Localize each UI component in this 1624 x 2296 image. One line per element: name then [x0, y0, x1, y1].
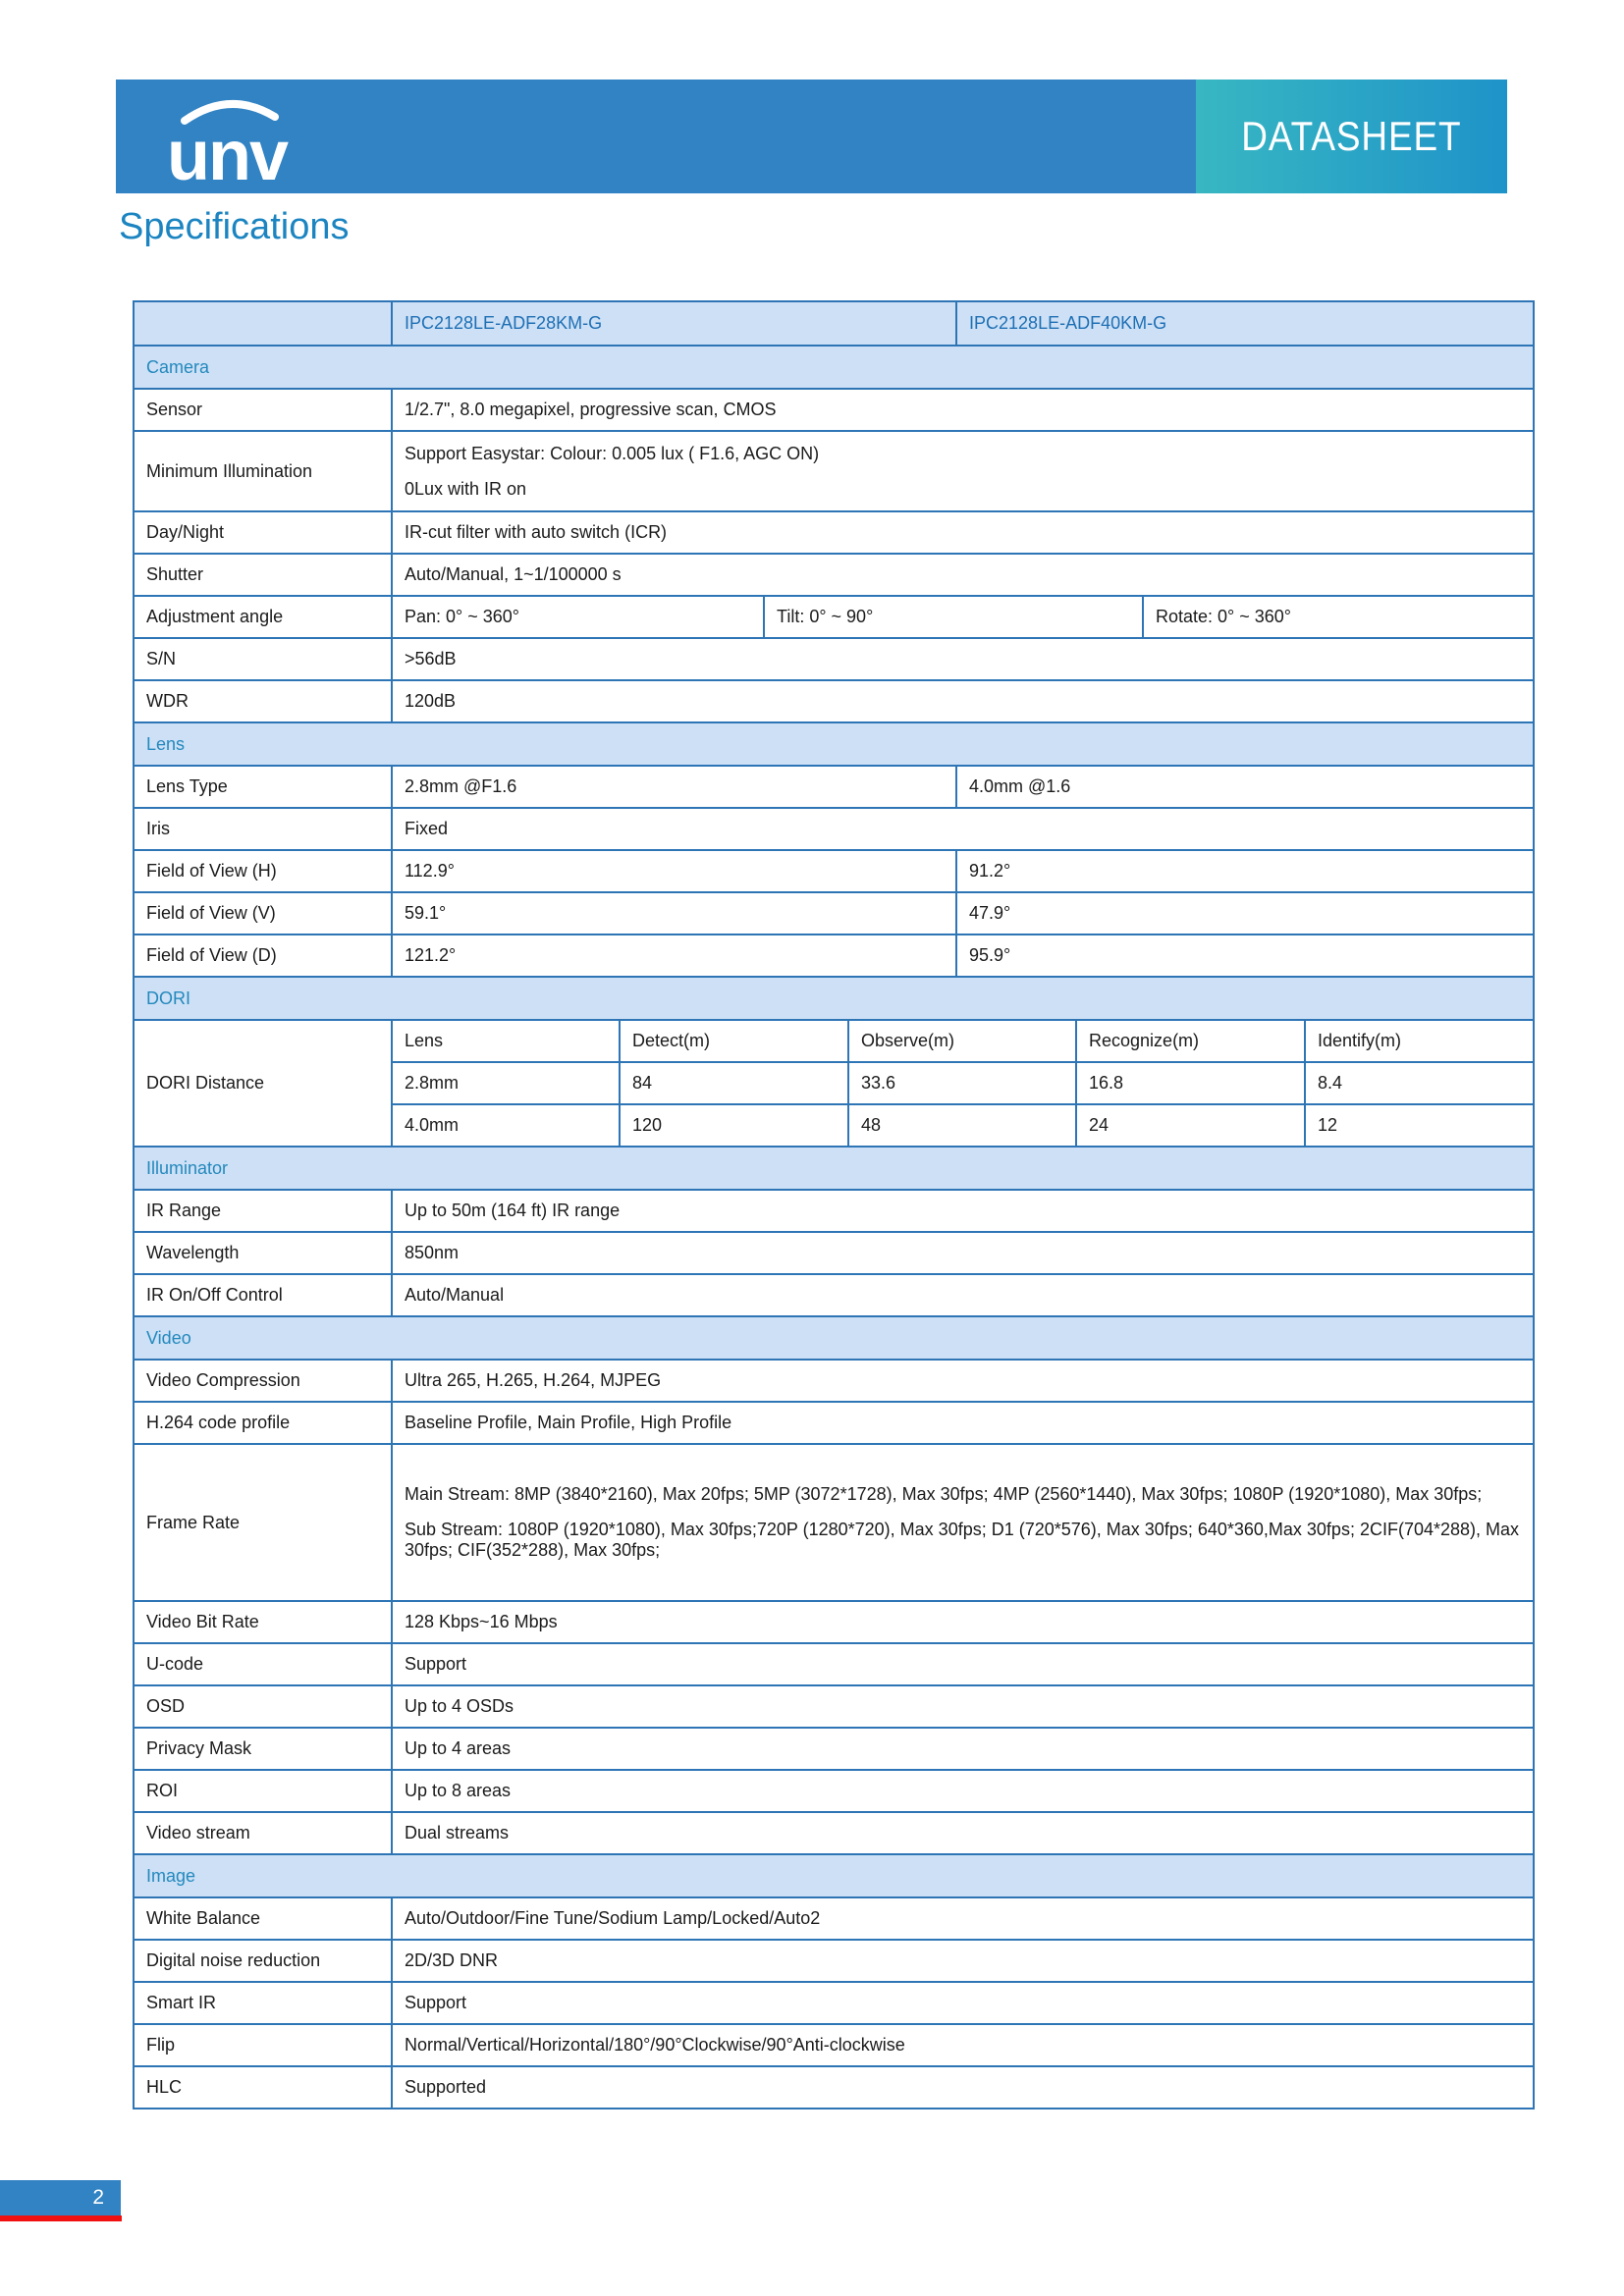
- spec-value: Auto/Manual: [392, 1274, 1534, 1316]
- unv-logo-text: unv: [167, 117, 288, 187]
- spec-value: Support: [392, 1982, 1534, 2024]
- spec-label: Video Compression: [134, 1360, 392, 1402]
- spec-value-model1: 59.1°: [392, 892, 956, 934]
- specifications-table: [133, 300, 1535, 2109]
- section-row-camera: [134, 346, 1534, 389]
- table-row-video-compression: [134, 1360, 1534, 1402]
- model-name-1: IPC2128LE-ADF28KM-G: [392, 301, 956, 346]
- dori-header-identify: Identify(m): [1305, 1020, 1534, 1062]
- spec-label: Lens Type: [134, 766, 392, 808]
- table-row-white-balance: [134, 1897, 1534, 1940]
- spec-label: Field of View (D): [134, 934, 392, 977]
- spec-label: U-code: [134, 1643, 392, 1685]
- section-row-video: [134, 1316, 1534, 1360]
- spec-value: Supported: [392, 2066, 1534, 2109]
- spec-label: ROI: [134, 1770, 392, 1812]
- spec-value: 1/2.7", 8.0 megapixel, progressive scan, CMOS: [392, 389, 1534, 431]
- frame-rate-main-stream: Main Stream: 8MP (3840*2160), Max 20fps; 5MP (3072*1728), Max 30fps; 4MP (2560*1440), Max 30fps; 1080P (1920*1080), Max 30fps;: [405, 1484, 1483, 1504]
- spec-value-model2: 95.9°: [956, 934, 1534, 977]
- section-row-dori: [134, 977, 1534, 1020]
- table-row-models: [134, 301, 1534, 346]
- datasheet-label: DATASHEET: [1241, 113, 1462, 159]
- spec-label: HLC: [134, 2066, 392, 2109]
- dori-detect: 120: [620, 1104, 848, 1147]
- dori-observe: 33.6: [848, 1062, 1076, 1104]
- min-illumination-line2: 0Lux with IR on: [405, 478, 527, 499]
- spec-value-pan: Pan: 0° ~ 360°: [392, 596, 764, 638]
- spec-value-model2: 4.0mm @1.6: [956, 766, 1534, 808]
- page-title: Specifications: [119, 206, 350, 247]
- spec-label: Field of View (H): [134, 850, 392, 892]
- table-row-dnr: [134, 1940, 1534, 1982]
- spec-value-model2: 47.9°: [956, 892, 1534, 934]
- spec-label: Field of View (V): [134, 892, 392, 934]
- section-title-illuminator: Illuminator: [134, 1147, 1534, 1190]
- table-row-video-stream: [134, 1812, 1534, 1854]
- spec-value: [392, 431, 1534, 511]
- table-row-ir-control: [134, 1274, 1534, 1316]
- table-row-privacy-mask: [134, 1728, 1534, 1770]
- section-title-lens: Lens: [134, 722, 1534, 766]
- dori-lens: 4.0mm: [392, 1104, 620, 1147]
- spec-value: Up to 4 areas: [392, 1728, 1534, 1770]
- table-row-flip: [134, 2024, 1534, 2066]
- spec-label: Sensor: [134, 389, 392, 431]
- spec-value: Support: [392, 1643, 1534, 1685]
- dori-identify: 12: [1305, 1104, 1534, 1147]
- dori-identify: 8.4: [1305, 1062, 1534, 1104]
- spec-value-model2: 91.2°: [956, 850, 1534, 892]
- spec-value: Normal/Vertical/Horizontal/180°/90°Clockwise/90°Anti-clockwise: [392, 2024, 1534, 2066]
- spec-value: 850nm: [392, 1232, 1534, 1274]
- unv-logo-graphic: [151, 89, 308, 187]
- spec-label: White Balance: [134, 1897, 392, 1940]
- section-title-video: Video: [134, 1316, 1534, 1360]
- table-row-fov-h: [134, 850, 1534, 892]
- spec-value-tilt: Tilt: 0° ~ 90°: [764, 596, 1143, 638]
- min-illumination-line1: Support Easystar: Colour: 0.005 lux ( F1.6, AGC ON): [405, 443, 820, 463]
- section-title-camera: Camera: [134, 346, 1534, 389]
- table-row-lens-type: [134, 766, 1534, 808]
- spec-label: S/N: [134, 638, 392, 680]
- spec-label: H.264 code profile: [134, 1402, 392, 1444]
- table-row-iris: [134, 808, 1534, 850]
- section-row-image: [134, 1854, 1534, 1897]
- spec-label: Privacy Mask: [134, 1728, 392, 1770]
- page-number: 2: [92, 2186, 104, 2209]
- table-row-frame-rate: [134, 1444, 1534, 1601]
- spec-value: [392, 1444, 1534, 1601]
- section-row-illuminator: [134, 1147, 1534, 1190]
- spec-label: Digital noise reduction: [134, 1940, 392, 1982]
- dori-recognize: 24: [1076, 1104, 1305, 1147]
- spec-value: >56dB: [392, 638, 1534, 680]
- spec-label: OSD: [134, 1685, 392, 1728]
- spec-label: IR Range: [134, 1190, 392, 1232]
- spec-label: IR On/Off Control: [134, 1274, 392, 1316]
- table-row-u-code: [134, 1643, 1534, 1685]
- dori-recognize: 16.8: [1076, 1062, 1305, 1104]
- table-row-ir-range: [134, 1190, 1534, 1232]
- dori-header-lens: Lens: [392, 1020, 620, 1062]
- dori-lens: 2.8mm: [392, 1062, 620, 1104]
- spec-value: 128 Kbps~16 Mbps: [392, 1601, 1534, 1643]
- table-row-dori-header: [134, 1020, 1534, 1062]
- table-row-day-night: [134, 511, 1534, 554]
- model-name-2: IPC2128LE-ADF40KM-G: [956, 301, 1534, 346]
- spec-value: Auto/Outdoor/Fine Tune/Sodium Lamp/Locked/Auto2: [392, 1897, 1534, 1940]
- spec-value-model1: 112.9°: [392, 850, 956, 892]
- table-row-fov-v: [134, 892, 1534, 934]
- section-title-image: Image: [134, 1854, 1534, 1897]
- dori-header-detect: Detect(m): [620, 1020, 848, 1062]
- spec-label: Adjustment angle: [134, 596, 392, 638]
- frame-rate-sub-stream: Sub Stream: 1080P (1920*1080), Max 30fps;720P (1280*720), Max 30fps; D1 (720*576), Max 30fps; 640*360,Max 30fps; 2CIF(704*288), Max 30fps; CIF(352*288), Max 30fps;: [405, 1520, 1520, 1560]
- dori-header-recognize: Recognize(m): [1076, 1020, 1305, 1062]
- footer-red-line: [0, 2216, 122, 2221]
- spec-label: Day/Night: [134, 511, 392, 554]
- table-row-osd: [134, 1685, 1534, 1728]
- table-row-smart-ir: [134, 1982, 1534, 2024]
- spec-label: Flip: [134, 2024, 392, 2066]
- section-row-lens: [134, 722, 1534, 766]
- spec-value: Up to 50m (164 ft) IR range: [392, 1190, 1534, 1232]
- spec-value: Dual streams: [392, 1812, 1534, 1854]
- datasheet-banner: [1196, 80, 1507, 193]
- table-row-roi: [134, 1770, 1534, 1812]
- spec-value-rotate: Rotate: 0° ~ 360°: [1143, 596, 1534, 638]
- spec-label: Shutter: [134, 554, 392, 596]
- table-row-adjustment-angle: [134, 596, 1534, 638]
- footer-page-bar: [0, 2180, 121, 2216]
- spec-label: Video Bit Rate: [134, 1601, 392, 1643]
- spec-label: Iris: [134, 808, 392, 850]
- spec-value: 2D/3D DNR: [392, 1940, 1534, 1982]
- spec-label-dori-distance: DORI Distance: [134, 1020, 392, 1147]
- section-title-dori: DORI: [134, 977, 1534, 1020]
- spec-label: Frame Rate: [134, 1444, 392, 1601]
- table-row-sn: [134, 638, 1534, 680]
- spec-value: Fixed: [392, 808, 1534, 850]
- table-row-wdr: [134, 680, 1534, 722]
- table-row-wavelength: [134, 1232, 1534, 1274]
- spec-value-model1: 2.8mm @F1.6: [392, 766, 956, 808]
- spec-value: Up to 4 OSDs: [392, 1685, 1534, 1728]
- table-row-sensor: [134, 389, 1534, 431]
- dori-observe: 48: [848, 1104, 1076, 1147]
- spec-label: Wavelength: [134, 1232, 392, 1274]
- spec-label: WDR: [134, 680, 392, 722]
- table-row-video-bit-rate: [134, 1601, 1534, 1643]
- unv-logo: [151, 89, 308, 187]
- spec-value-model1: 121.2°: [392, 934, 956, 977]
- spec-value: Baseline Profile, Main Profile, High Profile: [392, 1402, 1534, 1444]
- table-row-h264-profile: [134, 1402, 1534, 1444]
- spec-label: Smart IR: [134, 1982, 392, 2024]
- header-bar: [116, 80, 1507, 193]
- spec-label: Minimum Illumination: [134, 431, 392, 511]
- dori-detect: 84: [620, 1062, 848, 1104]
- model-header-empty-cell: [134, 301, 392, 346]
- spec-label: Video stream: [134, 1812, 392, 1854]
- table-row-minimum-illumination: [134, 431, 1534, 511]
- table-row-hlc: [134, 2066, 1534, 2109]
- spec-value: 120dB: [392, 680, 1534, 722]
- table-row-shutter: [134, 554, 1534, 596]
- table-row-fov-d: [134, 934, 1534, 977]
- spec-value: Ultra 265, H.265, H.264, MJPEG: [392, 1360, 1534, 1402]
- dori-header-observe: Observe(m): [848, 1020, 1076, 1062]
- spec-value: IR-cut filter with auto switch (ICR): [392, 511, 1534, 554]
- spec-value: Up to 8 areas: [392, 1770, 1534, 1812]
- spec-value: Auto/Manual, 1~1/100000 s: [392, 554, 1534, 596]
